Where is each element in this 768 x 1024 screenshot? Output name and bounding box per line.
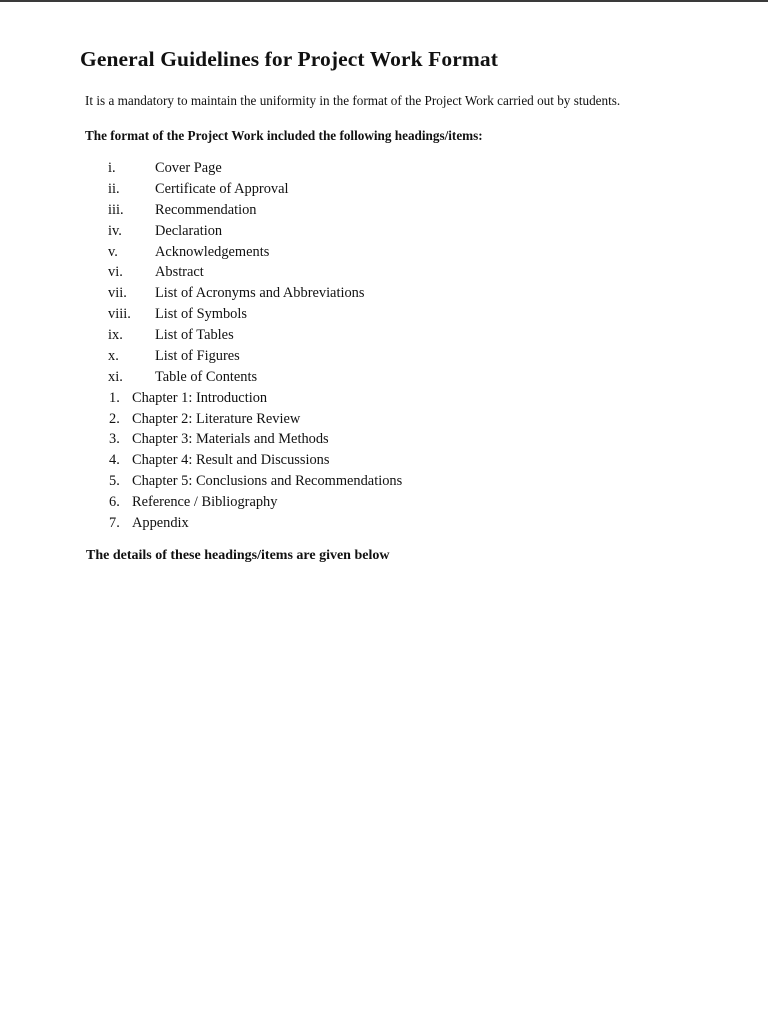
list-item-label: Table of Contents [155, 368, 258, 385]
list-item-label: Chapter 1: Introduction [132, 389, 268, 406]
list-item [80, 242, 680, 263]
list-item-number: i. [108, 160, 116, 176]
list-item-label: List of Acronyms and Abbreviations [155, 285, 365, 302]
list-item-label: Abstract [155, 264, 204, 281]
list-item-number: ix. [108, 327, 123, 344]
list-item-label: Certificate of Approval [155, 180, 289, 197]
list-item [80, 409, 680, 430]
list-item-number: 3. [109, 431, 120, 448]
list-item-number: 1. [109, 389, 120, 406]
list-item-label: Appendix [132, 514, 189, 531]
list-item-label: List of Tables [155, 327, 234, 344]
list-item [80, 471, 680, 492]
document-title: General Guidelines for Project Work Format [80, 47, 499, 71]
list-item-number: iii. [108, 201, 124, 218]
list-item [80, 179, 680, 200]
list-item [80, 429, 680, 450]
list-item-label: Reference / Bibliography [132, 493, 278, 510]
list-item [80, 325, 680, 346]
document-page [80, 44, 680, 566]
list-item [80, 283, 680, 304]
intro-paragraph: It is a mandatory to maintain the uniformity in the format of the Project Work carried out by students. [85, 93, 621, 108]
list-item [80, 450, 680, 471]
list-item-number: viii. [108, 306, 131, 323]
list-item-number: 4. [109, 452, 120, 469]
list-item [80, 513, 680, 534]
list-item [80, 221, 680, 242]
chapters-list [80, 388, 680, 534]
list-item [80, 367, 680, 388]
list-item [80, 492, 680, 513]
list-item-number: ii. [108, 180, 120, 197]
list-item-number: vi. [108, 264, 123, 281]
list-item-label: List of Figures [155, 348, 240, 365]
list-item-label: Cover Page [155, 160, 222, 176]
list-item-number: 5. [109, 472, 120, 489]
list-item-label: List of Symbols [155, 306, 247, 323]
list-item [80, 200, 680, 221]
list-item-label: Recommendation [155, 201, 257, 218]
list-item-label: Chapter 2: Literature Review [132, 410, 301, 427]
list-item-label: Acknowledgements [155, 243, 270, 260]
list-item-label: Chapter 5: Conclusions and Recommendations [132, 472, 403, 489]
list-item-number: 7. [109, 514, 120, 531]
list-item-number: vii. [108, 285, 127, 302]
list-item-number: xi. [108, 368, 123, 385]
list-item-number: v. [108, 243, 118, 260]
list-item [80, 158, 680, 179]
list-item [80, 388, 680, 409]
list-item [80, 262, 680, 283]
list-item-number: 2. [109, 410, 120, 427]
list-item-label: Chapter 3: Materials and Methods [132, 431, 329, 448]
list-item-number: 6. [109, 493, 120, 510]
top-border-line [0, 0, 768, 2]
list-item-number: iv. [108, 222, 122, 239]
list-item-label: Chapter 4: Result and Discussions [132, 452, 330, 469]
format-heading: The format of the Project Work included the following headings/items: [85, 128, 483, 143]
details-heading: The details of these headings/items are given below [86, 548, 390, 564]
front-matter-list [80, 158, 680, 388]
list-item [80, 304, 680, 325]
list-item [80, 346, 680, 367]
list-item-label: Declaration [155, 222, 223, 239]
list-item-number: x. [108, 348, 119, 365]
